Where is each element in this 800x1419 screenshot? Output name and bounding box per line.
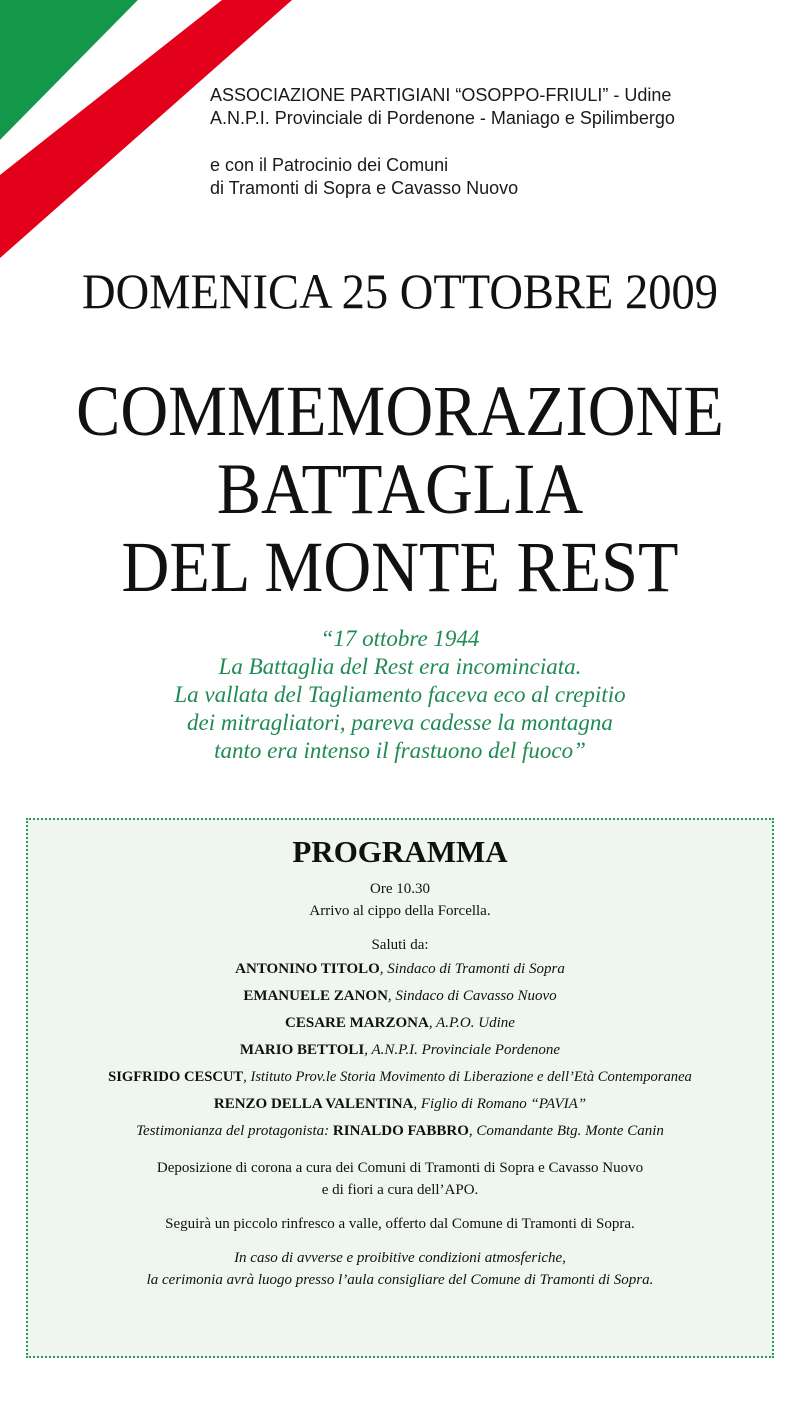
patronage-line-1: e con il Patrocinio dei Comuni [210, 155, 449, 175]
speaker-name: SIGFRIDO CESCUT [108, 1069, 244, 1085]
speaker-name: ANTONINO TITOLO [235, 961, 380, 977]
speaker-item [28, 1037, 772, 1064]
event-title [0, 372, 800, 606]
program-arrival: Arrivo al cippo della Forcella. [309, 903, 491, 919]
title-line-3: DEL MONTE REST [121, 527, 679, 607]
title-line-2: BATTAGLIA [216, 449, 584, 529]
speaker-list [28, 956, 772, 1145]
speaker-role: , Istituto Prov.le Storia Movimento di Liberazione e dell’Età Contemporanea [243, 1069, 692, 1085]
speaker-name: RENZO DELLA VALENTINA [213, 1096, 414, 1112]
speaker-name: EMANUELE ZANON [243, 988, 388, 1004]
speaker-role: , Sindaco di Tramonti di Sopra [379, 961, 565, 977]
speaker-role: , A.N.P.I. Provinciale Pordenone [364, 1042, 561, 1058]
weather-note-text: la cerimonia avrà luogo presso l’aula consigliare del Comune di Tramonti di Sopra. [146, 1272, 654, 1288]
quote-line: tanto era intenso il frastuono del fuoco” [214, 738, 586, 763]
speaker-item [28, 1064, 772, 1091]
testimony-prefix: Testimonianza del protagonista: [136, 1123, 333, 1139]
patronage-line-2: di Tramonti di Sopra e Cavasso Nuovo [210, 178, 519, 198]
testimony-role: , Comandante Btg. Monte Canin [468, 1123, 664, 1139]
organizer-line-2: A.N.P.I. Provinciale di Pordenone - Maniago e Spilimbergo [210, 108, 675, 128]
refreshment-note: Seguirà un piccolo rinfresco a valle, offerto dal Comune di Tramonti di Sopra. [165, 1216, 635, 1232]
speaker-name: CESARE MARZONA [285, 1015, 429, 1031]
speaker-role: , Figlio di Romano “PAVIA” [413, 1096, 587, 1112]
quote-line: “17 ottobre 1944 [320, 626, 480, 651]
quote-line: La Battaglia del Rest era incominciata. [218, 654, 582, 679]
organizer-line-1: ASSOCIAZIONE PARTIGIANI “OSOPPO-FRIULI” - Udine [210, 85, 672, 105]
weather-note-line-1 [28, 1247, 772, 1269]
event-date: DOMENICA 25 OTTOBRE 2009 [82, 263, 718, 319]
historical-quote [0, 625, 800, 765]
weather-note-text: In caso di avverse e proibitive condizioni atmosferiche, [234, 1250, 566, 1266]
speaker-name: MARIO BETTOLI [239, 1042, 365, 1058]
speaker-item [28, 1091, 772, 1118]
weather-note-line-2 [28, 1269, 772, 1291]
speaker-item [28, 956, 772, 983]
speaker-role: , A.P.O. Udine [428, 1015, 515, 1031]
greetings-label: Saluti da: [371, 937, 429, 953]
testimony-name: RINALDO FABBRO [332, 1123, 469, 1139]
speaker-item [28, 983, 772, 1010]
quote-line: dei mitragliatori, pareva cadesse la montagna [187, 710, 613, 735]
speaker-role: , Sindaco di Cavasso Nuovo [387, 988, 557, 1004]
testimony-item [28, 1118, 772, 1145]
program-title: PROGRAMMA [292, 834, 508, 869]
organizers-header [210, 84, 675, 200]
program-time: Ore 10.30 [370, 881, 430, 897]
wreath-line-2: e di fiori a cura dell’APO. [321, 1182, 479, 1198]
wreath-line-1: Deposizione di corona a cura dei Comuni di Tramonti di Sopra e Cavasso Nuovo [156, 1160, 644, 1176]
quote-line: La vallata del Tagliamento faceva eco al crepitio [174, 682, 626, 707]
speaker-item [28, 1010, 772, 1037]
program-box [26, 818, 774, 1358]
title-line-1: COMMEMORAZIONE [76, 371, 724, 451]
